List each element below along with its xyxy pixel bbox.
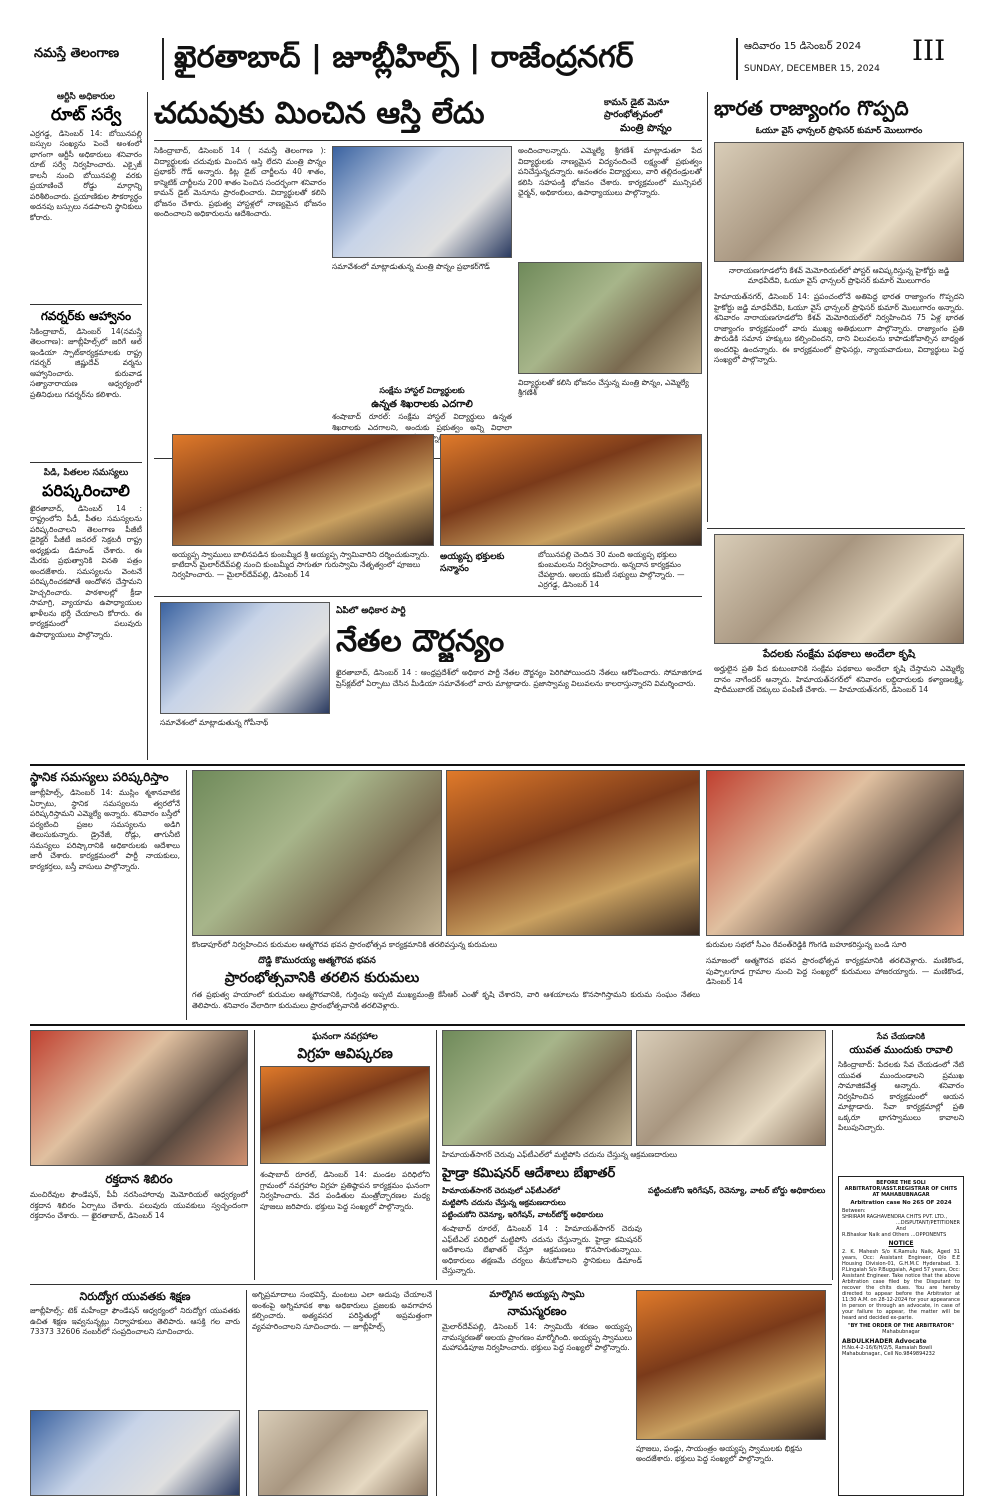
pd-kicker: పీడీ, పీతలల సమస్యలు bbox=[43, 468, 129, 478]
leaders-photo-caption: సమావేశంలో మాట్లాడుతున్న గోపీనాథ్ bbox=[160, 718, 269, 727]
legal-body: 2. K. Mahesh S/o K.Ramulu Naik, Aged 31 years, Occ: Assistant Engineer, O/o E.E Housing Division-01, G.H.M.C Hyderabad. 3. P.Lingaiah S/o P.Buggaiah, Aged 57 years, Occ: Assistant Engineer. Take notice that the above Arbitration case filed by the Disputant to recover the chits dues. You are hereby directed to appear before the Arbitrator at 11:30 A.M. on 28-12-2024 for your appearance in person or through an advocate, in case of your failure to appear, the matter will be heard and decided ex-parte. bbox=[842, 1249, 960, 1321]
main-body-2: అందించాలన్నారు. ఎమ్మెల్యే శ్రీగణేశ్ మాట్లాడుతూ పేద విద్యార్థులకు నాణ్యమైన విద్యనందించే లక్ష్యంతో ప్రభుత్వం పనిచేస్తున్నదన్నారు. అనంతరం విద్యార్థులు, వారి తల్లిదండ్రులతో కలిసి సహపంక్తి భోజనం చేశారు. కార్యక్రమంలో మున్సిపల్ ఛైర్మన్, అధికారులు, ఉపాధ్యాయులు పాల్గొన్నారు. bbox=[518, 146, 702, 197]
welfare-headline: పేదలకు సంక్షేమ పథకాలు అందేలా కృషి bbox=[762, 649, 916, 660]
legal-header: BEFORE THE SOLI ARBITRATOR/ASST.REGISTRAR OF CHITS AT MAHABUBNAGAR bbox=[844, 1180, 958, 1198]
paper-name: నమస్తే తెలంగాణ bbox=[34, 46, 120, 61]
hydraa-body: శంషాబాద్ రూరల్, డిసెంబర్ 14 : హిమాయత్‌సాగర్ చెరువు ఎఫ్‌టీఎల్ పరిధిలో మట్టిపోసి చదును చేస్తున్నారు. హైడ్రా కమిషనర్ ఆదేశాలను బేఖాతర్ చేస్తూ ఆక్రమణలు కొనసాగుతున్నాయి. అధికారులు తక్షణమే చర్యలు తీసుకోవాలని స్థానికులు డిమాండ్ చేస్తున్నారు. bbox=[442, 1224, 642, 1275]
rtc-body: ఎర్రగడ్డ, డిసెంబర్ 14: బోయినపల్లి బస్సుల సంఖ్యను పెంచే అంశంలో భాగంగా ఆర్టీసీ అధికారులు శనివారం రూట్ సర్వే నిర్వహించారు. ఎక్సైజ్ కాలనీ నుంచి బోయినపల్లి వరకు ప్రయాణించే రోడ్డు మార్గాన్ని పరిశీలించారు. ప్రయాణికుల సౌకర్యార్థం అదనపు బస్సులు నడపాలని స్థానికులు కోరారు. bbox=[30, 128, 142, 222]
leaders-body: ఖైరతాబాద్, డిసెంబర్ 14 : ఆంధ్రప్రదేశ్‌లో అధికార పార్టీ నేతల దౌర్జన్యం పెరిగిపోయిందని నేతలు ఆరోపించారు. సోమాజిగూడ ప్రెస్‌క్లబ్‌లో ఏర్పాటు చేసిన మీడియా సమావేశంలో వారు మాట్లాడారు. ప్రజాస్వామ్య విలువలను కాలరాస్తున్నారని విమర్శించారు. bbox=[336, 668, 702, 688]
idol-body: శంషాబాద్ రూరల్, డిసెంబర్ 14: మండల పరిధిలోని గ్రామంలో నవగ్రహాల విగ్రహ ప్రతిష్ఠాపన కార్యక్రమం ఘనంగా నిర్వహించారు. వేద పండితుల మంత్రోచ్ఛారణల మధ్య పూజలు జరిపారు. భక్తులు పెద్ద సంఖ్యలో పాల్గొన్నారు. bbox=[260, 1170, 430, 1211]
local-body: జూబ్లీహిల్స్, డిసెంబర్ 14: ముస్లిం శ్మశానవాటిక ఏర్పాటు, స్థానిక సమస్యలను త్వరలోనే పరిష్కరిస్తామని ఎమ్మెల్యే అన్నారు. శనివారం బస్తీలో పర్యటించి ప్రజల సమస్యలను అడిగి తెలుసుకున్నారు. డ్రైనేజీ, రోడ్లు, తాగునీటి సమస్యలు పరిష్కారానికి అధికారులకు ఆదేశాలు జారీ చేశారు. కార్యక్రమంలో పార్టీ నాయకులు, కార్యకర్తలు, బస్తీ వాసులు పాల్గొన్నారు. bbox=[30, 788, 180, 871]
constitution-headline: భారత రాజ్యాంగం గొప్పది bbox=[714, 96, 909, 120]
kurumas-photo-2 bbox=[446, 770, 700, 936]
governor-headline: గవర్నర్‌కు ఆహ్వానం bbox=[40, 310, 132, 323]
main-photo-stage bbox=[332, 146, 512, 258]
hydraa-sub: పట్టించుకోని ఇరిగేషన్, రెవెన్యూ, వాటర్ బోర్డు అధికారులు bbox=[648, 1186, 826, 1195]
ayyappa-photo-2 bbox=[440, 434, 702, 546]
hydraa-deck-3: పట్టించుకోని రెవెన్యూ, ఇరిగేషన్, వాటర్‌బోర్డ్ అధికారులు bbox=[442, 1210, 604, 1219]
blood-headline: రక్తదాన శిబిరం bbox=[105, 1172, 173, 1186]
constitution-deck: ఓయూ వైస్ ఛాన్సలర్ ప్రొఫెసర్ కుమార్ మొలుగారం bbox=[755, 126, 923, 136]
youth-kicker: సేవ చేయడానికి bbox=[876, 1032, 926, 1041]
legal-party1: SHRIRAM RAGHAVENDRA CHITS PVT. LTD., bbox=[842, 1214, 948, 1220]
fire-photo bbox=[258, 1410, 428, 1496]
main-photo-dining bbox=[518, 262, 702, 374]
rtc-kicker: ఆర్టీసీ అధికారుల bbox=[56, 92, 116, 102]
hydraa-deck-1: హిమాయత్‌సాగర్ చెరువులో ఎఫ్‌టీఎల్‌లో bbox=[442, 1186, 560, 1195]
hydraa-photo-2 bbox=[636, 1030, 826, 1146]
kurumas-body: గత ప్రభుత్వ హయాంలో కురుమల ఆత్మగౌరవానికి, గుర్తింపు అప్పటి ముఖ్యమంత్రి కేసీఆర్ ఎంతో కృషి చేశారని, వారి ఆశయాలను కొనసాగిస్తామని కురుమ సంఘం నేతలు తెలిపారు. శనివారం వేలాదిగా కురుమలు ప్రారంభోత్సవానికి తరలివెళ్లారు. bbox=[192, 990, 700, 1010]
pooja-headline: నామస్మరణం bbox=[507, 1304, 567, 1318]
idol-photo bbox=[260, 1066, 430, 1164]
legal-sign: "BY THE ORDER OF THE ARBITRATOR" bbox=[848, 1323, 954, 1329]
leaders-headline: నేతల దౌర్జన్యం bbox=[336, 624, 505, 659]
idol-kicker: ఘనంగా నవగ్రహాల bbox=[312, 1032, 378, 1042]
main-photo1-caption: సమావేశంలో మాట్లాడుతున్న మంత్రి పొన్నం ప్రభాకర్‌గౌడ్ bbox=[332, 262, 490, 271]
kurumas-body-2: సమాజంలో ఆత్మగౌరవ భవన ప్రారంభోత్సవ కార్యక్రమానికి తరలివెళ్లారు. మణికొండ, పుప్పాలగూడ గ్రామాల నుంచి పెద్ద సంఖ్యలో కురుమలు హాజరయ్యారు. — మణికొండ, డిసెంబర్ 14 bbox=[706, 956, 964, 986]
training-body: జూబ్లీహిల్స్: టెక్ మహీంద్రా ఫౌండేషన్ ఆధ్వర్యంలో నిరుద్యోగ యువతకు ఉచిత శిక్షణ ఇవ్వనున్నట్లు నిర్వాహకులు తెలిపారు. ఆసక్తి గల వారు 73373 32606 నంబర్‌లో సంప్రదించాలని సూచించారు. bbox=[30, 1306, 240, 1336]
rtc-story bbox=[30, 92, 142, 302]
legal-party2: R.Bhaskar Naik and Others ...OPPONENTS bbox=[842, 1232, 947, 1238]
governor-story bbox=[30, 310, 142, 460]
hydraa-headline: హైడ్రా కమిషనర్ ఆదేశాలు బేఖాతర్ bbox=[442, 1166, 616, 1181]
legal-address: H.No.4-2-16/6/H/2/5, Ramaiah Bowli Mahabubnagar., Cell No.9849894232 bbox=[842, 1345, 936, 1357]
kurumas-caption-2: కురుమల సభలో సీఎం రేవంత్‌రెడ్డికి గొంగడి బహూకరిస్తున్న బండి సూరి bbox=[706, 940, 907, 949]
hydraa-photo-1 bbox=[442, 1030, 632, 1146]
legal-notice-title: NOTICE bbox=[888, 1240, 914, 1247]
governor-body: సికింద్రాబాద్, డిసెంబర్ 14(నమస్తే తెలంగాణ): జూబ్లీహిల్స్‌లో జరిగే ఆల్ ఇండియా స్పాట్‌కార్యక్రమాలకు రాష్ట్ర గవర్నర్ జిష్ణుదేవ్ వర్మను ఆహ్వానించారు. కురువాడ సత్యానారాయణ ఆధ్వర్యంలో ప్రతినిధులు గవర్నర్‌ను కలిశారు. bbox=[30, 326, 142, 399]
legal-advocate: ABDULKHADER Advocate bbox=[842, 1338, 927, 1345]
blood-body: మంచిరేవుల ఫౌండేషన్, పీవీ నరసింహారావు మెమోరియల్ ఆధ్వర్యంలో రక్తదాన శిబిరం ఏర్పాటు చేశారు. పలువురు యువకులు స్వచ్ఛందంగా రక్తదానం చేశారు. — ఖైరతాబాద్, డిసెంబర్ 14 bbox=[30, 1190, 248, 1220]
main-body-1: సికింద్రాబాద్, డిసెంబర్ 14 ( నమస్తే తెలంగాణ ): విద్యార్థులకు చదువుకు మించిన ఆస్తి లేదని మంత్రి పొన్నం ప్రభాకర్ గౌడ్ అన్నారు. కిట్ల డైట్ చార్జీలను 40 శాతం, కాస్మెటిక్ చార్జీలను 200 శాతం పెంచిన సందర్భంగా శనివారం కామన్ డైట్ మెనూను ప్రారంభించారు. విద్యార్థులతో కలిసి భోజనం చేశారు. ప్రభుత్వ హాస్టళ్లలో నాణ్యమైన భోజనం అందించాలని అధికారులను ఆదేశించారు. bbox=[154, 146, 326, 218]
pooja-body: మైలార్‌దేవ్‌పల్లి, డిసెంబర్ 14: స్వామియే శరణం అయ్యప్ప నామస్మరణతో ఆలయ ప్రాంగణం మార్మోగింది. అయ్యప్ప స్వాములు మహాపడిపూజ నిర్వహించారు. భక్తులు పెద్ద సంఖ్యలో పాల్గొన్నారు. bbox=[442, 1322, 632, 1352]
main-photo2-caption: విద్యార్థులతో కలిసి భోజనం చేస్తున్న మంత్రి పొన్నం, ఎమ్మెల్యే శ్రీగణేశ్ bbox=[518, 378, 689, 397]
main-headline: చదువుకు మించిన ఆస్తి లేదు bbox=[154, 96, 485, 131]
main-sub-headline: ఉన్నత శిఖరాలకు ఎదగాలి bbox=[371, 399, 473, 410]
page-number: III bbox=[912, 34, 946, 67]
main-sub-body: శంషాబాద్ రూరల్: సంక్షేమ హాస్టల్ విద్యార్థులు ఉన్నత శిఖరాలకు ఎదగాలని, అందుకు ప్రభుత్వం అన్ని విధాలా bbox=[332, 412, 512, 432]
main-sub-kicker: సంక్షేమ హాస్టల్ విద్యార్థులకు bbox=[379, 386, 465, 395]
youth-headline: యువత ముందుకు రావాలి bbox=[849, 1045, 953, 1056]
hydraa-deck-2: మట్టిపోసి చదును చేస్తున్న ఆక్రమణదారులు bbox=[442, 1198, 566, 1207]
date-telugu: ఆదివారం 15 డిసెంబర్ 2024 bbox=[744, 41, 862, 52]
kurumas-headline: ప్రారంభోత్సవానికి తరలిన కురుమలు bbox=[224, 970, 420, 986]
main-deck: కామన్ డైట్ మెనూ ప్రారంభోత్సవంలో bbox=[604, 98, 670, 120]
youth-body: సికింద్రాబాద్: పేదలకు సేవ చేయడంలో నేటి యువత ముందుండాలని ప్రముఖ సామాజికవేత్త అన్నారు. శనివారం నిర్వహించిన కార్యక్రమంలో ఆయన మాట్లాడారు. సేవా కార్యక్రమాల్లో ప్రతి ఒక్కరూ భాగస్వాములు కావాలని పిలుపునిచ్చారు. bbox=[838, 1060, 964, 1132]
leaders-photo bbox=[160, 602, 330, 714]
ayyappa-caption-2: బోయినపల్లి చెందిన 30 మంది అయ్యప్ప భక్తులు కుంబమలను నిర్వహించారు. అన్నదాన కార్యక్రమం చేపట్టారు. ఆలయ కమిటీ సభ్యులు పాల్గొన్నారు. — ఎర్రగడ్డ, డిసెంబర్ 14 bbox=[538, 550, 685, 589]
masthead-title: ఖైరతాబాద్ | జూబ్లీహిల్స్ | రాజేంద్రనగర్ bbox=[174, 40, 634, 75]
pd-story bbox=[30, 468, 142, 760]
welfare-body: అర్హులైన ప్రతి పేద కుటుంబానికి సంక్షేమ పథకాలు అందేలా కృషి చేస్తామని ఎమ్మెల్యే దానం నాగేందర్ అన్నారు. హిమాయత్‌నగర్‌లో శనివారం లబ్ధిదారులకు కళ్యాణలక్ష్మి, షాదీముబారక్ చెక్కులు పంపిణీ చేశారు. — హిమాయత్‌నగర్, డిసెంబర్ 14 bbox=[714, 664, 964, 694]
constitution-photo bbox=[714, 142, 964, 262]
ayyappa-caption-1: అయ్యప్ప స్వాములు బాలినపడిన కుంబమ్మీద శ్రీ అయ్యప్ప స్వామివారిని దర్శించుకున్నారు. కాటేదాన్ మైలార్‌దేవ్‌పల్లి నుంచి కుంబమ్మీద సాగుతూ గురుస్వామి నేతృత్వంలో పూజలు నిర్వహించారు. — మైలార్‌దేవ్‌పల్లి, డిసెంబర్ 14 bbox=[172, 550, 430, 579]
legal-place: Mahabubnagar bbox=[882, 1329, 920, 1335]
kurumas-caption-1: కొండాపూర్‌లో నిర్వహించిన కురుమల ఆత్మగౌరవ భవన ప్రారంభోత్సవ కార్యక్రమానికి తరలివస్తున్న కురుమలు bbox=[192, 940, 498, 949]
local-headline: స్థానిక సమస్యలు పరిష్కరిస్తాం bbox=[30, 770, 169, 784]
fire-photo-2 bbox=[30, 1410, 240, 1496]
ayyappa-photo-1 bbox=[172, 434, 434, 546]
legal-and: And bbox=[896, 1226, 906, 1232]
legal-between: Between: bbox=[842, 1208, 866, 1214]
constitution-photo-caption: నారాయణగూడలోని కేశవ్ మెమోరియల్‌లో పోస్టర్ ఆవిష్కరిస్తున్న హైకోర్టు జడ్జి మాధవీదేవి, ఓయూ వైస్ ఛాన్సలర్ ప్రొఫెసర్ కుమార్ మొలుగారం bbox=[728, 266, 950, 285]
ayyappa-headline: అయ్యప్ప భక్తులకు సన్మానం bbox=[440, 552, 505, 574]
kurumas-photo-1 bbox=[192, 770, 442, 936]
idol-headline: విగ్రహ ఆవిష్కరణ bbox=[297, 1046, 393, 1062]
hydraa-photo-caption: హిమాయత్‌సాగర్ చెరువు ఎఫ్‌టీఎల్‌లో మట్టిపోసి చదును చేస్తున్న ఆక్రమణదారులు bbox=[442, 1150, 678, 1159]
main-byline: మంత్రి పొన్నం bbox=[620, 123, 672, 134]
kurumas-kicker: దొడ్డి కొమురయ్య ఆత్మగౌరవ భవన bbox=[258, 956, 376, 966]
constitution-body: హిమాయత్‌నగర్, డిసెంబర్ 14: ప్రపంచంలోనే అతిపెద్ద భారత రాజ్యాంగం గొప్పదని హైకోర్టు జడ్జి మాధవీదేవి, ఓయూ వైస్ ఛాన్సలర్ ప్రొఫెసర్ కుమార్ మొలుగారం అన్నారు. శనివారం నారాయణగూడలోని కేశవ్ మెమోరియల్‌లో నిర్వహించిన 75 ఏళ్ల భారత రాజ్యాంగం కార్యక్రమంలో వారు ముఖ్య అతిథులుగా పాల్గొన్నారు. రాజ్యాంగం ప్రతి పౌరుడికి సమాన హక్కులు కల్పించిందని, దాని విలువలను కాపాడుకోవాల్సిన బాధ్యత అందరిపై ఉందన్నారు. ఈ కార్యక్రమంలో ప్రొఫెసర్లు, న్యాయవాదులు, విద్యార్థులు పెద్ద సంఖ్యలో పాల్గొన్నారు. bbox=[714, 292, 964, 364]
fire-body: అగ్నిప్రమాదాలు సంభవిస్తే, మంటలు ఎలా అదుపు చేయాలనే అంశంపై అగ్నిమాపక శాఖ అధికారులు ప్రజలకు అవగాహన కల్పించారు. అత్యవసర పరిస్థితుల్లో అప్రమత్తంగా వ్యవహరించాలని సూచించారు. — జూబ్లీహిల్స్ bbox=[252, 1290, 432, 1331]
pooja-photo-caption: పూజలు, పండ్లు, సాయంత్రం అయ్యప్ప స్వాములకు భిక్షను అందజేశారు. భక్తులు పెద్ద సంఖ్యలో పాల్గొన్నారు. bbox=[636, 1444, 803, 1463]
pooja-photo bbox=[636, 1290, 826, 1440]
rtc-headline: రూట్ సర్వే bbox=[50, 105, 122, 125]
leaders-kicker: ఏపీలో అధికార పార్టీ bbox=[336, 606, 406, 616]
legal-role1: ...DISPUTANT/PETITIONER bbox=[895, 1220, 960, 1226]
date-english: SUNDAY, DECEMBER 15, 2024 bbox=[744, 64, 880, 74]
pd-headline: పరిష్కరించాలి bbox=[42, 481, 130, 500]
legal-notice bbox=[838, 1176, 964, 1496]
pooja-kicker: మార్మోగిన అయ్యప్ప స్వామి bbox=[489, 1290, 585, 1300]
masthead bbox=[0, 0, 981, 85]
pd-body: ఖైరతాబాద్, డిసెంబర్ 14 : రాష్ట్రంలోని పీడీ, పీతల సమస్యలను పరిష్కరించాలని తెలంగాణ పీజీటీ డైరెక్టర్ పీజీటీ జనరల్ సెక్రటరీ రాష్ట్ర అధ్యక్షుడు డిమాండ్ చేశారు. ఈ మేరకు ప్రభుత్వానికి వినతి పత్రం అందజేశారు. సమస్యలను వెంటనే పరిష్కరించకపోతే ఆందోళన చేస్తామని హెచ్చరించారు. పాఠశాలల్లో క్రీడా సామాగ్రి, వ్యాయామ ఉపాధ్యాయుల ఖాళీలను భర్తీ చేయాలని కోరారు. ఈ కార్యక్రమంలో పలువురు ఉపాధ్యాయులు పాల్గొన్నారు. bbox=[30, 503, 142, 639]
legal-case-no: Arbitration case No 265 OF 2024 bbox=[850, 1200, 952, 1206]
welfare-photo bbox=[714, 534, 964, 644]
training-headline: నిరుద్యోగ యువతకు శిక్షణ bbox=[79, 1290, 191, 1303]
kurumas-photo-3 bbox=[706, 770, 964, 936]
blood-photo bbox=[30, 1030, 248, 1166]
